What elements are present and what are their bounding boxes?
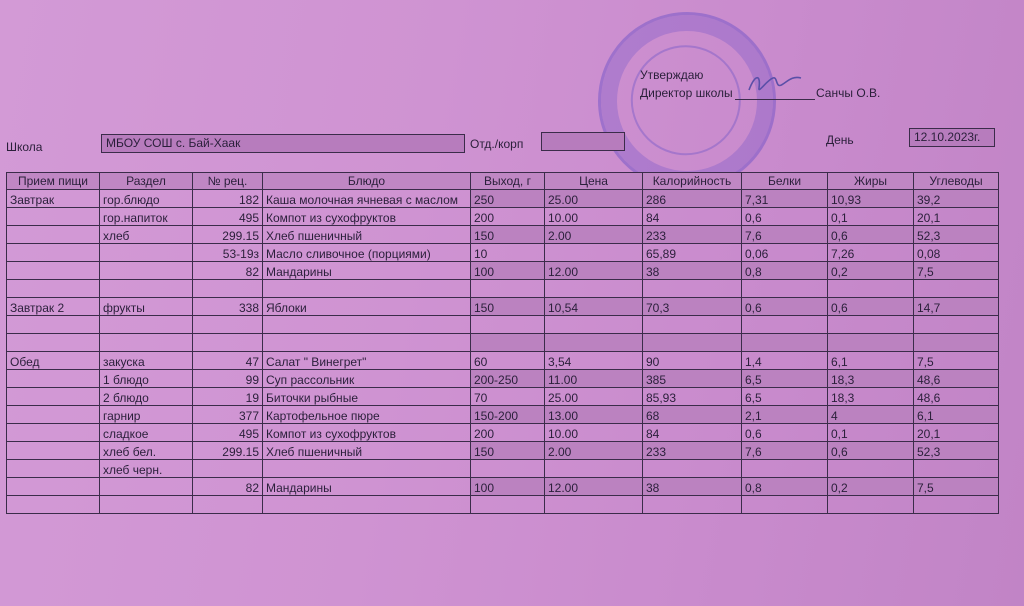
cell-calories xyxy=(643,496,742,514)
cell-meal xyxy=(7,388,100,406)
cell-output xyxy=(471,496,545,514)
cell-recipe: 299.15 xyxy=(193,226,263,244)
cell-proteins: 7,6 xyxy=(742,442,828,460)
cell-price: 2.00 xyxy=(545,226,643,244)
cell-price: 10,54 xyxy=(545,298,643,316)
cell-carbs: 0,08 xyxy=(914,244,999,262)
cell-fats: 0,2 xyxy=(828,478,914,496)
cell-price: 3,54 xyxy=(545,352,643,370)
cell-meal: Завтрак 2 xyxy=(7,298,100,316)
table-row xyxy=(7,280,999,298)
cell-proteins: 0,8 xyxy=(742,262,828,280)
cell-meal xyxy=(7,226,100,244)
cell-section: хлеб xyxy=(100,226,193,244)
cell-section xyxy=(100,316,193,334)
col-proteins: Белки xyxy=(742,173,828,190)
cell-recipe: 47 xyxy=(193,352,263,370)
cell-fats: 10,93 xyxy=(828,190,914,208)
cell-meal xyxy=(7,442,100,460)
cell-section xyxy=(100,496,193,514)
cell-meal: Обед xyxy=(7,352,100,370)
cell-output: 10 xyxy=(471,244,545,262)
cell-proteins: 0,6 xyxy=(742,208,828,226)
cell-proteins: 6,5 xyxy=(742,388,828,406)
col-carbs: Углеводы xyxy=(914,173,999,190)
cell-fats: 0,1 xyxy=(828,424,914,442)
cell-section xyxy=(100,244,193,262)
cell-meal xyxy=(7,460,100,478)
cell-dish: Мандарины xyxy=(263,478,471,496)
table-row xyxy=(7,208,999,226)
cell-recipe: 377 xyxy=(193,406,263,424)
cell-calories: 286 xyxy=(643,190,742,208)
cell-calories xyxy=(643,334,742,352)
table-row xyxy=(7,316,999,334)
cell-output: 150 xyxy=(471,226,545,244)
cell-calories: 38 xyxy=(643,262,742,280)
table-row xyxy=(7,352,999,370)
col-calories: Калорийность xyxy=(643,173,742,190)
cell-price: 25.00 xyxy=(545,190,643,208)
cell-price xyxy=(545,316,643,334)
cell-dish: Масло сливочное (порциями) xyxy=(263,244,471,262)
cell-price: 13.00 xyxy=(545,406,643,424)
cell-proteins xyxy=(742,316,828,334)
cell-fats: 0,2 xyxy=(828,262,914,280)
cell-output: 70 xyxy=(471,388,545,406)
day-label: День xyxy=(826,133,854,147)
cell-fats xyxy=(828,460,914,478)
cell-fats xyxy=(828,334,914,352)
cell-price xyxy=(545,334,643,352)
cell-fats: 6,1 xyxy=(828,352,914,370)
cell-section: 2 блюдо xyxy=(100,388,193,406)
cell-proteins xyxy=(742,280,828,298)
cell-proteins: 1,4 xyxy=(742,352,828,370)
table-row xyxy=(7,262,999,280)
cell-recipe: 495 xyxy=(193,424,263,442)
cell-proteins: 2,1 xyxy=(742,406,828,424)
cell-price: 25.00 xyxy=(545,388,643,406)
cell-section: фрукты xyxy=(100,298,193,316)
table-row xyxy=(7,406,999,424)
cell-recipe: 299.15 xyxy=(193,442,263,460)
cell-output: 200 xyxy=(471,424,545,442)
cell-proteins: 0,06 xyxy=(742,244,828,262)
cell-fats: 0,1 xyxy=(828,208,914,226)
cell-proteins xyxy=(742,460,828,478)
cell-calories: 68 xyxy=(643,406,742,424)
cell-carbs xyxy=(914,496,999,514)
cell-section: гор.блюдо xyxy=(100,190,193,208)
cell-dish: Хлеб пшеничный xyxy=(263,226,471,244)
col-dish: Блюдо xyxy=(263,173,471,190)
cell-fats: 0,6 xyxy=(828,226,914,244)
cell-recipe: 338 xyxy=(193,298,263,316)
cell-fats xyxy=(828,316,914,334)
cell-output: 150 xyxy=(471,442,545,460)
cell-section: хлеб бел. xyxy=(100,442,193,460)
cell-calories xyxy=(643,316,742,334)
cell-recipe xyxy=(193,316,263,334)
cell-section: 1 блюдо xyxy=(100,370,193,388)
cell-recipe: 182 xyxy=(193,190,263,208)
cell-meal xyxy=(7,370,100,388)
signature-mark xyxy=(745,70,805,96)
table-row xyxy=(7,460,999,478)
cell-carbs: 20,1 xyxy=(914,424,999,442)
cell-carbs: 39,2 xyxy=(914,190,999,208)
cell-fats: 4 xyxy=(828,406,914,424)
col-meal: Прием пищи xyxy=(7,173,100,190)
cell-dish: Компот из сухофруктов xyxy=(263,208,471,226)
cell-output: 200 xyxy=(471,208,545,226)
cell-calories: 65,89 xyxy=(643,244,742,262)
table-row xyxy=(7,370,999,388)
cell-output: 150 xyxy=(471,298,545,316)
cell-section xyxy=(100,334,193,352)
table-row xyxy=(7,190,999,208)
cell-price: 11.00 xyxy=(545,370,643,388)
cell-carbs: 7,5 xyxy=(914,478,999,496)
cell-dish xyxy=(263,334,471,352)
approve-label: Утверждаю xyxy=(640,68,704,82)
cell-section: гарнир xyxy=(100,406,193,424)
cell-carbs: 48,6 xyxy=(914,388,999,406)
cell-recipe: 495 xyxy=(193,208,263,226)
cell-carbs: 14,7 xyxy=(914,298,999,316)
cell-proteins: 0,6 xyxy=(742,298,828,316)
cell-output xyxy=(471,316,545,334)
cell-calories: 70,3 xyxy=(643,298,742,316)
cell-meal xyxy=(7,424,100,442)
table-row xyxy=(7,478,999,496)
school-field[interactable]: МБОУ СОШ с. Бай-Хаак xyxy=(101,134,465,153)
cell-proteins: 0,6 xyxy=(742,424,828,442)
cell-price: 10.00 xyxy=(545,424,643,442)
cell-output xyxy=(471,460,545,478)
cell-dish: Суп рассольник xyxy=(263,370,471,388)
cell-meal xyxy=(7,316,100,334)
cell-recipe: 82 xyxy=(193,262,263,280)
cell-recipe: 99 xyxy=(193,370,263,388)
director-name: Санчы О.В. xyxy=(816,86,881,100)
col-fats: Жиры xyxy=(828,173,914,190)
cell-section: гор.напиток xyxy=(100,208,193,226)
cell-dish: Каша молочная ячневая с маслом xyxy=(263,190,471,208)
cell-section xyxy=(100,280,193,298)
cell-meal xyxy=(7,244,100,262)
cell-section: хлеб черн. xyxy=(100,460,193,478)
cell-fats: 18,3 xyxy=(828,388,914,406)
cell-price xyxy=(545,496,643,514)
cell-dish: Хлеб пшеничный xyxy=(263,442,471,460)
cell-carbs: 20,1 xyxy=(914,208,999,226)
cell-recipe: 82 xyxy=(193,478,263,496)
cell-recipe xyxy=(193,334,263,352)
cell-fats: 18,3 xyxy=(828,370,914,388)
director-label: Директор школы xyxy=(640,86,733,100)
cell-meal: Завтрак xyxy=(7,190,100,208)
cell-carbs xyxy=(914,316,999,334)
cell-section xyxy=(100,262,193,280)
cell-fats: 0,6 xyxy=(828,442,914,460)
menu-table xyxy=(6,172,999,514)
cell-recipe xyxy=(193,496,263,514)
cell-fats: 7,26 xyxy=(828,244,914,262)
cell-calories: 233 xyxy=(643,442,742,460)
cell-output: 100 xyxy=(471,478,545,496)
cell-carbs: 6,1 xyxy=(914,406,999,424)
table-row xyxy=(7,424,999,442)
cell-recipe xyxy=(193,460,263,478)
cell-output: 200-250 xyxy=(471,370,545,388)
cell-proteins xyxy=(742,496,828,514)
cell-meal xyxy=(7,334,100,352)
cell-dish: Яблоки xyxy=(263,298,471,316)
table-row xyxy=(7,244,999,262)
cell-recipe: 19 xyxy=(193,388,263,406)
table-header-row xyxy=(7,173,999,190)
cell-price: 10.00 xyxy=(545,208,643,226)
day-field[interactable]: 12.10.2023г. xyxy=(909,128,995,147)
school-label: Школа xyxy=(6,140,43,154)
cell-meal xyxy=(7,280,100,298)
cell-meal xyxy=(7,262,100,280)
cell-calories: 233 xyxy=(643,226,742,244)
dept-field[interactable] xyxy=(541,132,625,151)
table-row xyxy=(7,298,999,316)
cell-fats xyxy=(828,280,914,298)
col-recipe: № рец. xyxy=(193,173,263,190)
cell-output: 100 xyxy=(471,262,545,280)
dept-label: Отд./корп xyxy=(470,137,524,151)
cell-price xyxy=(545,460,643,478)
cell-fats: 0,6 xyxy=(828,298,914,316)
cell-output: 60 xyxy=(471,352,545,370)
signature-line xyxy=(735,99,815,100)
cell-calories xyxy=(643,280,742,298)
cell-output: 250 xyxy=(471,190,545,208)
cell-calories: 90 xyxy=(643,352,742,370)
col-price: Цена xyxy=(545,173,643,190)
cell-calories xyxy=(643,460,742,478)
cell-dish: Картофельное пюре xyxy=(263,406,471,424)
cell-carbs xyxy=(914,334,999,352)
cell-dish xyxy=(263,316,471,334)
menu-body xyxy=(7,190,999,514)
cell-carbs: 52,3 xyxy=(914,226,999,244)
cell-proteins: 6,5 xyxy=(742,370,828,388)
cell-carbs: 52,3 xyxy=(914,442,999,460)
cell-section: сладкое xyxy=(100,424,193,442)
table-row xyxy=(7,388,999,406)
cell-fats xyxy=(828,496,914,514)
cell-meal xyxy=(7,406,100,424)
cell-calories: 385 xyxy=(643,370,742,388)
cell-section xyxy=(100,478,193,496)
cell-output xyxy=(471,280,545,298)
cell-carbs xyxy=(914,280,999,298)
cell-calories: 38 xyxy=(643,478,742,496)
cell-calories: 84 xyxy=(643,424,742,442)
table-row xyxy=(7,442,999,460)
cell-dish xyxy=(263,280,471,298)
table-row xyxy=(7,226,999,244)
cell-output xyxy=(471,334,545,352)
cell-price: 12.00 xyxy=(545,478,643,496)
cell-proteins: 7,6 xyxy=(742,226,828,244)
cell-meal xyxy=(7,496,100,514)
cell-carbs: 48,6 xyxy=(914,370,999,388)
cell-meal xyxy=(7,208,100,226)
cell-price: 2.00 xyxy=(545,442,643,460)
cell-output: 150-200 xyxy=(471,406,545,424)
cell-carbs xyxy=(914,460,999,478)
col-output: Выход, г xyxy=(471,173,545,190)
cell-proteins xyxy=(742,334,828,352)
cell-section: закуска xyxy=(100,352,193,370)
cell-proteins: 0,8 xyxy=(742,478,828,496)
cell-dish: Мандарины xyxy=(263,262,471,280)
cell-price xyxy=(545,280,643,298)
cell-calories: 84 xyxy=(643,208,742,226)
cell-dish xyxy=(263,460,471,478)
cell-recipe: 53-19з xyxy=(193,244,263,262)
cell-dish: Биточки рыбные xyxy=(263,388,471,406)
cell-dish: Компот из сухофруктов xyxy=(263,424,471,442)
cell-proteins: 7,31 xyxy=(742,190,828,208)
cell-recipe xyxy=(193,280,263,298)
cell-price xyxy=(545,244,643,262)
col-section: Раздел xyxy=(100,173,193,190)
cell-price: 12.00 xyxy=(545,262,643,280)
cell-dish: Салат " Винегрет" xyxy=(263,352,471,370)
table-row xyxy=(7,496,999,514)
cell-dish xyxy=(263,496,471,514)
cell-calories: 85,93 xyxy=(643,388,742,406)
cell-carbs: 7,5 xyxy=(914,352,999,370)
table-row xyxy=(7,334,999,352)
cell-carbs: 7,5 xyxy=(914,262,999,280)
cell-meal xyxy=(7,478,100,496)
